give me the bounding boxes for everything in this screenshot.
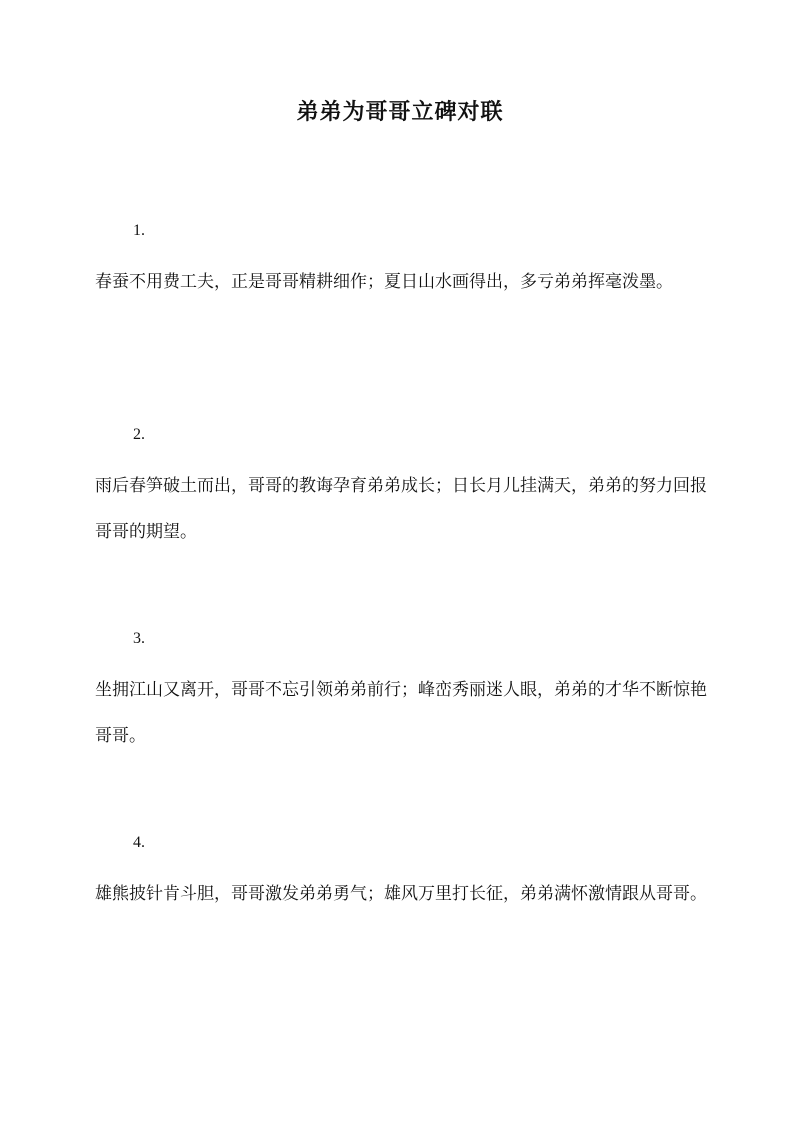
couplet-section-1	[95, 219, 715, 305]
couplet-number: 4.	[133, 834, 145, 851]
document-title: 弟弟为哥哥立碑对联	[296, 99, 504, 125]
couplet-text: 雄熊披针肯斗胆，哥哥激发弟弟勇气；雄风万里打长征，弟弟满怀激情跟从哥哥。	[95, 884, 707, 904]
couplet-text: 雨后春笋破土而出，哥哥的教诲孕育弟弟成长；日长月儿挂满天，弟弟的努力回报哥哥的期望。	[95, 476, 707, 542]
couplet-section-4	[95, 831, 715, 917]
couplet-number: 2.	[133, 426, 145, 443]
couplet-text: 坐拥江山又离开，哥哥不忘引领弟弟前行；峰峦秀丽迷人眼，弟弟的才华不断惊艳哥哥。	[95, 680, 707, 746]
couplet-text: 春蚕不用费工夫，正是哥哥精耕细作；夏日山水画得出，多亏弟弟挥毫泼墨。	[95, 272, 673, 292]
couplet-number: 1.	[133, 222, 145, 239]
couplet-section-3	[95, 627, 715, 759]
couplet-section-2	[95, 423, 715, 555]
couplet-number: 3.	[133, 630, 145, 647]
